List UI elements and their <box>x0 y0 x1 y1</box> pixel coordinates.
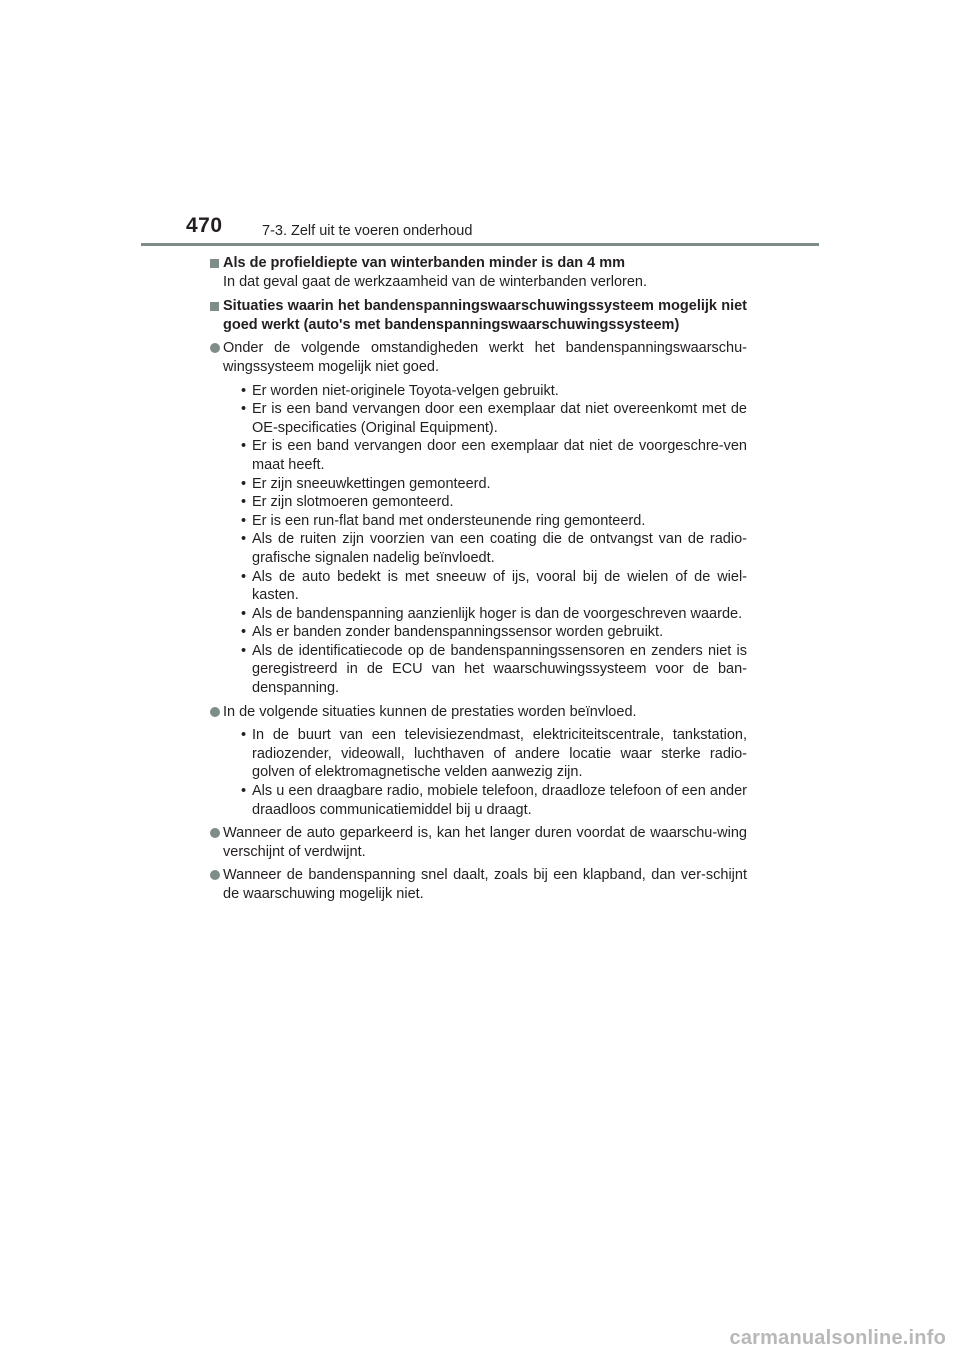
bullet-icon: • <box>241 605 247 622</box>
page-header <box>0 0 960 250</box>
square-bullet-icon <box>210 302 219 311</box>
list-item-text: In de volgende situaties kunnen de prestaties worden beïnvloed. <box>223 703 637 720</box>
circle-bullet-icon <box>210 707 220 717</box>
watermark: carmanualsonline.info <box>729 1327 946 1349</box>
section-heading-text: Situaties waarin het bandenspanningswaarschuwingssysteem mogelijk niet goed werkt (auto's met bandenspanningswaarschuwingssysteem) <box>223 298 747 333</box>
list-item-text: Wanneer de bandenspanning snel daalt, zoals bij een klapband, dan ver-schijnt de waarschuwing mogelijk niet. <box>223 867 747 902</box>
bullet-icon: • <box>241 475 247 492</box>
circle-bullet-icon <box>210 343 220 353</box>
bullet-item: • Er is een run-flat band met ondersteunende ring gemonteerd. <box>241 512 646 529</box>
section-title: 7-3. Zelf uit te voeren onderhoud <box>262 223 473 239</box>
section-heading <box>210 254 747 273</box>
bullet-item: • Als er banden zonder bandenspanningssensor worden gebruikt. <box>241 624 664 641</box>
bullet-icon: • <box>241 531 247 548</box>
header-divider <box>141 243 819 246</box>
bullet-list <box>236 382 747 698</box>
circle-bullet-icon <box>210 870 220 880</box>
bullet-list <box>236 726 747 819</box>
bullet-icon: • <box>241 642 247 659</box>
bullet-item: • Er zijn sneeuwkettingen gemonteerd. <box>241 475 491 492</box>
list-item <box>210 866 747 903</box>
list-item-text: Wanneer de auto geparkeerd is, kan het langer duren voordat de waarschu-wing verschijnt of verdwijnt. <box>223 825 747 860</box>
bullet-icon: • <box>241 624 247 641</box>
bullet-icon: • <box>241 568 247 585</box>
bullet-item: • Als de bandenspanning aanzienlijk hoger is dan de voorgeschreven waarde. <box>241 605 743 622</box>
square-bullet-icon <box>210 259 219 268</box>
list-item-text: Onder de volgende omstandigheden werkt het bandenspanningswaarschu-wingssysteem mogelijk niet goed. <box>223 340 747 375</box>
bullet-item: • Als de identificatiecode op de bandenspanningssensoren en zenders niet is geregistreerd in de ECU van het waarschuwingssysteem voor de ban-denspanning. <box>241 642 747 697</box>
bullet-icon: • <box>241 727 247 744</box>
bullet-icon: • <box>241 512 247 529</box>
bullet-icon: • <box>241 783 247 800</box>
bullet-item: • Er worden niet-originele Toyota-velgen gebruikt. <box>241 382 559 399</box>
list-item <box>210 339 747 697</box>
bullet-item: • Er is een band vervangen door een exemplaar dat niet de voorgeschre-ven maat heeft. <box>241 438 747 473</box>
bullet-item: • Er is een band vervangen door een exemplaar dat niet overeenkomt met de OE-specificaties (Original Equipment). <box>241 401 747 436</box>
page-content <box>210 254 747 910</box>
section-heading-text: Als de profieldiepte van winterbanden minder is dan 4 mm <box>223 255 626 271</box>
bullet-item: • Als de auto bedekt is met sneeuw of ijs, vooral bij de wielen of de wiel-kasten. <box>241 568 747 604</box>
bullet-item: • Als de ruiten zijn voorzien van een coating die de ontvangst van de radio-grafische signalen nadelig beïnvloedt. <box>241 531 747 566</box>
list-item <box>210 703 747 820</box>
section-tread-depth <box>210 254 747 291</box>
section-text: In dat geval gaat de werkzaamheid van de winterbanden verloren. <box>223 273 647 290</box>
bullet-icon: • <box>241 494 247 511</box>
bullet-item: • In de buurt van een televisiezendmast, elektriciteitscentrale, tankstation, radiozender, videowall, luchthaven of andere locatie waar sterke radio-golven of elektromagnetische velden aanwezig zijn. <box>241 727 747 781</box>
bullet-icon: • <box>241 438 247 455</box>
bullet-item: • Er zijn slotmoeren gemonteerd. <box>241 494 454 511</box>
bullet-item: • Als u een draagbare radio, mobiele telefoon, draadloze telefoon of een ander draadloos communicatiemiddel bij u draagt. <box>241 783 747 818</box>
section-tpws-situations <box>210 297 747 903</box>
bullet-icon: • <box>241 401 247 418</box>
list-item <box>210 824 747 861</box>
bullet-icon: • <box>241 382 247 399</box>
circle-bullet-icon <box>210 828 220 838</box>
page-number: 470 <box>186 214 223 237</box>
section-heading <box>210 297 747 334</box>
